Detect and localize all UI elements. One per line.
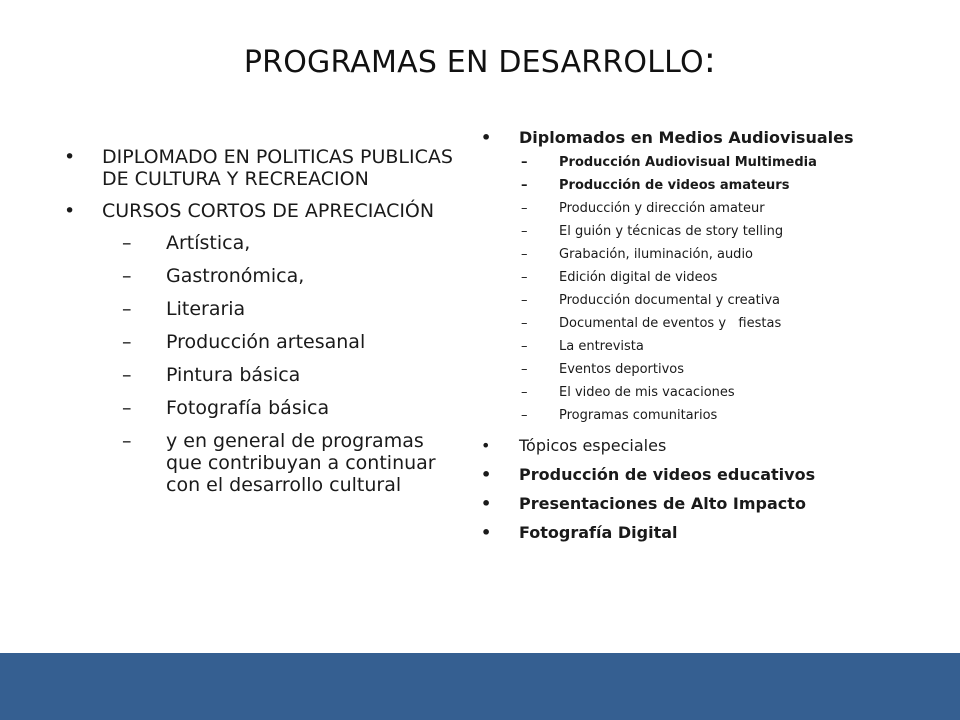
right-item-topicos: • Tópicos especiales bbox=[481, 436, 901, 456]
right-item-diplomados-heading: • Diplomados en Medios Audiovisuales bbox=[481, 128, 901, 148]
right-sub-item: – El guión y técnicas de story telling bbox=[521, 223, 901, 240]
left-bullet-list bbox=[64, 146, 464, 222]
right-sub-item: – Edición digital de videos bbox=[521, 269, 901, 286]
left-sub-item: – Fotografía básica bbox=[122, 397, 464, 419]
right-bullet-list bbox=[481, 128, 901, 148]
left-item-cursos bbox=[64, 200, 464, 222]
right-sub-item: – Producción y dirección amateur bbox=[521, 200, 901, 217]
right-item-videos-educativos: • Producción de videos educativos bbox=[481, 465, 901, 485]
left-sub-item: – y en general de programas que contribuyan a continuar con el desarrollo cultural bbox=[122, 430, 464, 496]
right-sub-item: – Producción de videos amateurs bbox=[521, 177, 901, 194]
right-sub-item: – Producción Audiovisual Multimedia bbox=[521, 154, 901, 171]
right-column bbox=[481, 128, 901, 552]
right-bullet-list-bottom bbox=[481, 436, 901, 543]
left-sub-list bbox=[122, 232, 464, 496]
left-sub-item: – Producción artesanal bbox=[122, 331, 464, 353]
right-sub-item: – El video de mis vacaciones bbox=[521, 384, 901, 401]
slide-title-colon: : bbox=[703, 40, 717, 81]
left-sub-item: – Literaria bbox=[122, 298, 464, 320]
right-sub-item: – Eventos deportivos bbox=[521, 361, 901, 378]
right-sub-item: – La entrevista bbox=[521, 338, 901, 355]
slide-title-text: PROGRAMAS EN DESARROLLO bbox=[243, 45, 704, 80]
left-sub-item: – Artística, bbox=[122, 232, 464, 254]
right-item-fotografia-digital: • Fotografía Digital bbox=[481, 523, 901, 543]
right-sub-item: – Documental de eventos y fiestas bbox=[521, 315, 901, 332]
slide-title bbox=[0, 40, 960, 81]
left-item-cursos-label: CURSOS CORTOS DE APRECIACIÓN bbox=[102, 200, 435, 222]
right-sub-item: – Producción documental y creativa bbox=[521, 292, 901, 309]
left-sub-item: – Pintura básica bbox=[122, 364, 464, 386]
footer-bar bbox=[0, 653, 960, 720]
left-sub-item: – Gastronómica, bbox=[122, 265, 464, 287]
right-item-presentaciones: • Presentaciones de Alto Impacto bbox=[481, 494, 901, 514]
right-sub-list bbox=[521, 154, 901, 424]
left-column bbox=[64, 146, 464, 507]
right-sub-item: – Grabación, iluminación, audio bbox=[521, 246, 901, 263]
right-sub-item: – Programas comunitarios bbox=[521, 407, 901, 424]
left-item-diplomado: • DIPLOMADO EN POLITICAS PUBLICAS DE CULTURA Y RECREACION bbox=[64, 146, 464, 190]
